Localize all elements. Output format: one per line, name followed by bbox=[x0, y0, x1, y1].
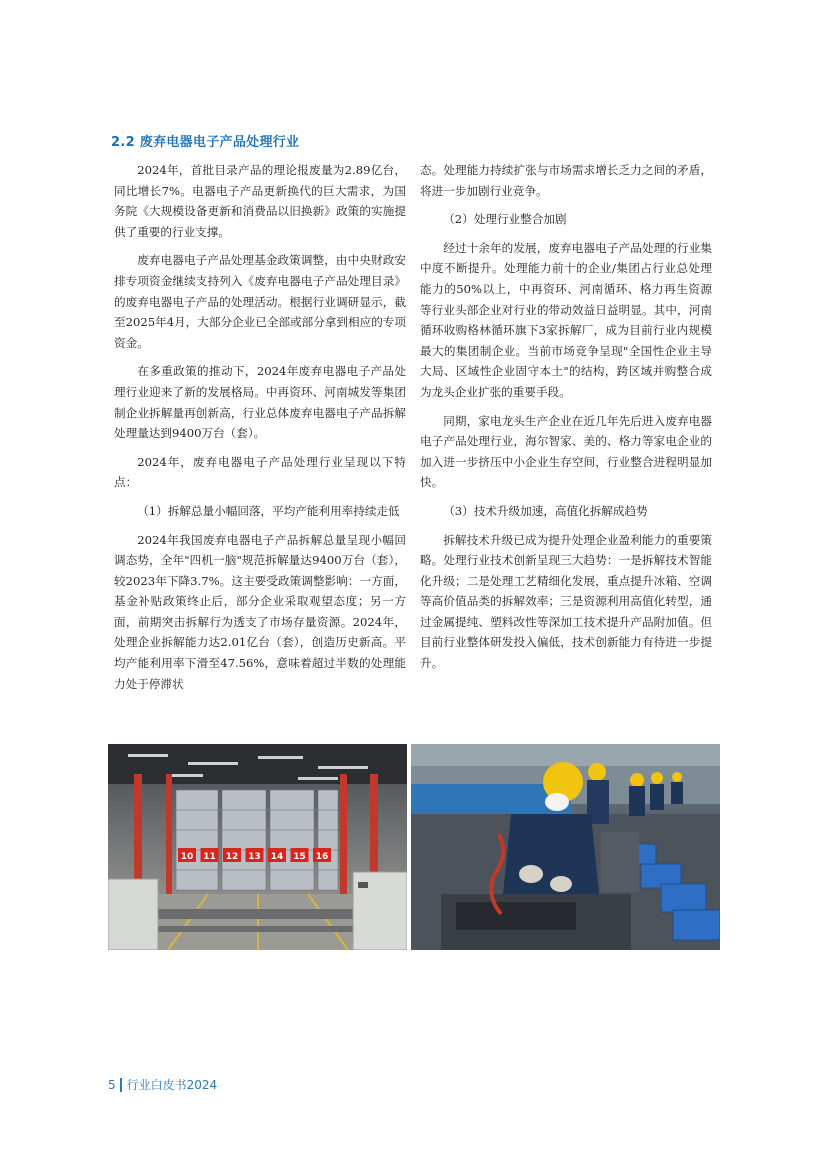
bay-label: 14 bbox=[270, 852, 284, 862]
paragraph: 经过十余年的发展，废弃电器电子产品处理的行业集中度不断提升。处理能力前十的企业/集团占行业总处理能力的50%以上，中再资环、河南循环、格力再生资源等行业头部企业对行业的带动效益日益明显。其中，河南循环收购格林循环旗下3家拆解厂，成为目前行业内规模最大的集团制企业。当前市场竞争呈现"全国性企业主导大局、区域性企业固守本土"的结构，跨区域并购整合成为龙头企业扩张的重要手段。 bbox=[420, 240, 712, 399]
paragraph: 废弃电器电子产品处理基金政策调整，由中央财政安排专项资金继续支持列入《废弃电器电子产品处理目录》的废弃电器电子产品的处理活动。根据行业调研显示，截至2025年4月，大部分企业已全部或部分拿到相应的专项资金。 bbox=[114, 253, 406, 350]
subheading: （3）技术升级加速，高值化拆解成趋势 bbox=[443, 503, 648, 518]
paragraph: 2024年，首批目录产品的理论报废量为2.89亿台，同比增长7%。电器电子产品更新换代的巨大需求，为国务院《大规模设备更新和消费品以旧换新》政策的实施提供了重要的行业支撑。 bbox=[114, 163, 406, 239]
bay-label: 11 bbox=[203, 852, 216, 862]
warehouse-photo bbox=[108, 744, 407, 950]
left-column bbox=[114, 160, 406, 702]
paragraph: 2024年我国废弃电器电子产品拆解总量呈现小幅回调态势，全年"四机一脑"规范拆解量达9400万台（套），较2023年下降3.7%。这主要受政策调整影响：一方面，基金补贴政策终止后，部分企业采取观望态度；另一方面，前期突击拆解行为透支了市场存量资源。2024年，处理企业拆解能力达2.01亿台（套），创造历史新高。平均产能利用率下滑至47.56%，意味着超过半数的处理能力处于停滞状 bbox=[114, 532, 406, 691]
paragraph: 同期，家电龙头生产企业在近几年先后进入废弃电器电子产品处理行业，海尔智家、美的、格力等家电企业的加入进一步挤压中小企业生存空间，行业整合进程明显加快。 bbox=[420, 413, 712, 490]
right-column bbox=[420, 160, 712, 682]
bay-label: 12 bbox=[225, 852, 239, 862]
bay-label: 10 bbox=[180, 852, 194, 862]
footer-title: 行业白皮书2024 bbox=[126, 1078, 218, 1092]
footer-divider bbox=[120, 1078, 122, 1092]
bay-label: 16 bbox=[315, 852, 329, 862]
paragraph: 态。处理能力持续扩张与市场需求增长乏力之间的矛盾，将进一步加剧行业竞争。 bbox=[420, 163, 712, 198]
subheading: （1）拆解总量小幅回落，平均产能利用率持续走低 bbox=[137, 503, 400, 518]
subheading: （2）处理行业整合加剧 bbox=[443, 212, 567, 227]
bay-label: 13 bbox=[248, 852, 261, 862]
footer bbox=[108, 1076, 217, 1093]
section-title: 2.2 废弃电器电子产品处理行业 bbox=[111, 135, 300, 150]
bay-label: 15 bbox=[293, 852, 306, 862]
page-number: 5 bbox=[108, 1077, 116, 1092]
paragraph: 2024年，废弃电器电子产品处理行业呈现以下特点： bbox=[114, 454, 406, 490]
workers-photo bbox=[411, 744, 720, 950]
paragraph: 在多重政策的推动下，2024年废弃电器电子产品处理行业迎来了新的发展格局。中再资环、河南城发等集团制企业拆解量再创新高，行业总体废弃电器电子产品拆解处理量达到9400万台（套）。 bbox=[114, 364, 406, 441]
paragraph: 拆解技术升级已成为提升处理企业盈利能力的重要策略。处理行业技术创新呈现三大趋势：一是拆解技术智能化升级；二是处理工艺精细化发展，重点提升冰箱、空调等高价值品类的拆解效率；三是资源利用高值化转型，通过金属提纯、塑料改性等深加工技术提升产品附加值。但目前行业整体研发投入偏低，技术创新能力有待进一步提升。 bbox=[420, 532, 712, 671]
